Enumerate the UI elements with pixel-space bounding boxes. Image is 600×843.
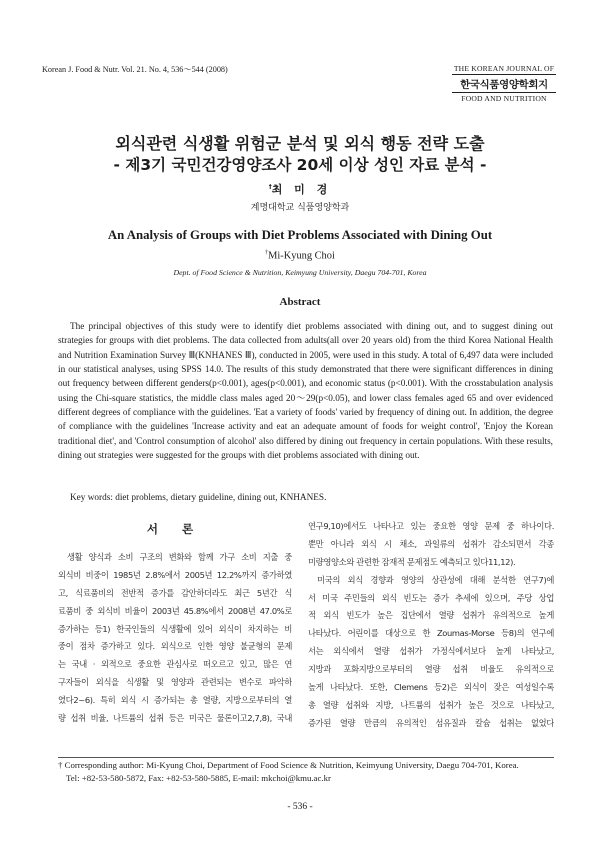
subtitle-korean: - 제3기 국민건강영양조사 20세 이상 성인 자료 분석 - bbox=[113, 156, 487, 174]
title-english: An Analysis of Groups with Diet Problems Associated with Dining Out bbox=[107, 228, 493, 242]
footnote bbox=[58, 759, 554, 785]
abstract-body: The principal objectives of this study were to identify diet problems associated with dining out, and to suggest dining out strategies for groups with diet problems. The data collected from adults(all over 20 years old) from the third Korea National Health and Nutrition Examination Survey Ⅲ(KNHANES Ⅲ), conducted in 2005, were used in this study. A total of 6,497 data were included in our statistical analyses, using SPSS 14.0. The results of this study demonstrated that there were significant differences in dining out frequency between different genders(p<0.001), ages(p<0.001), and economic status (p<0.001). With the crosstabulation analysis using the Chi-square statistics, the middle class males aged 20～29(p<0.05), and lower class females aged 65 and over evidenced different degrees of compliance with the guidelines. 'Eat a variety of foods' varied by frequency of dining out. In addition, the degree of compliance with the guidelines 'Increase activity and eat an adequate amount of foods for weight control', 'Enjoy the Korean traditional diet', and 'Control consumption of alcohol' also differed by dining out frequency in certain populations. With these results, dining out strategies were suggested for the groups with diet problems associated with dining out. bbox=[58, 322, 553, 462]
body-line: 뿐만 아니라 외식 시 채소, 과일류의 섭취가 감소되면서 각종 bbox=[308, 538, 554, 549]
body-column-right bbox=[308, 518, 554, 733]
journal-name-en-top: THE KOREAN JOURNAL OF bbox=[453, 64, 555, 73]
body-line: 총 열량 섭취와 지방, 나트륨의 섭취가 높은 것으로 나타났고, bbox=[308, 699, 554, 710]
journal-citation: Korean J. Food & Nutr. Vol. 21. No. 4, 536～544 (2008) bbox=[42, 65, 228, 74]
footnote-corresponding-author: † Corresponding author: Mi-Kyung Choi, Department of Food Science & Nutrition, Keimyung University, Daegu 704-701, Korea. bbox=[58, 760, 519, 770]
author-korean bbox=[0, 181, 600, 197]
affiliation-korean: 계명대학교 식품영양학과 bbox=[250, 203, 350, 213]
body-line: 외식비 비중이 1985년 2.8%에서 2005년 12.2%까지 증가하였 bbox=[58, 569, 292, 580]
body-line: 서는 외식에서 열량 섭취가 가정식에서보다 높게 나타났고, bbox=[308, 646, 554, 657]
body-line: 미량영양소와 관련한 잠재적 문제점도 예측되고 있다11,12). bbox=[308, 556, 516, 567]
journal-name-en-bottom: FOOD AND NUTRITION bbox=[461, 94, 547, 103]
author-english bbox=[0, 250, 600, 261]
body-line: 생활 양식과 소비 구조의 변화와 함께 가구 소비 지출 중 bbox=[67, 552, 292, 562]
page-number: - 536 - bbox=[287, 802, 313, 812]
body-line: 료품비 중 외식비 비율이 2003년 45.8%에서 2008년 47.0%로 bbox=[58, 605, 292, 616]
body-line: 미국의 외식 경향과 영양의 상관성에 대해 분석한 연구7)에 bbox=[317, 574, 554, 585]
body-line: 나타났다. 어린이를 대상으로 한 Zoumas-Morse 등8)의 연구에 bbox=[308, 628, 554, 639]
abstract-heading: Abstract bbox=[279, 296, 321, 308]
body-line: 서 미국 주민들의 외식 빈도는 증가 추세에 있으며, 주당 상업 bbox=[308, 592, 554, 603]
body-line: 량 섭취 비율, 나트륨의 섭취 등은 미국은 물론이고2,7,8), 국내 bbox=[58, 713, 292, 724]
body-line: 고, 식료품비의 전반적 증가를 감안하더라도 최근 5년간 식 bbox=[58, 587, 292, 598]
body-column-left bbox=[58, 549, 292, 728]
body-line: 지방과 포화지방으로부터의 열량 섭취 비율도 유의적으로 bbox=[308, 664, 554, 675]
body-line: 중이 점차 증가하고 있다. 외식으로 인한 영양 불균형의 문제 bbox=[58, 641, 292, 652]
affiliation-english: Dept. of Food Science & Nutrition, Keimyung University, Daegu 704-701, Korea bbox=[173, 268, 427, 277]
body-line: 증가하는 등1) 한국인들의 식생활에 있어 외식이 차지하는 비 bbox=[58, 623, 292, 634]
body-line: 였다2~6). 특히 외식 시 증가되는 총 열량, 지방으로부터의 열 bbox=[58, 695, 292, 706]
body-line: 적 외식 빈도가 높은 집단에서 열량 섭취가 유의적으로 높게 bbox=[308, 610, 554, 621]
corresponding-mark-en: † bbox=[265, 250, 269, 256]
body-line: 높게 나타났다. 또한, Clemens 등2)은 외식이 잦은 여성일수록 bbox=[308, 682, 554, 693]
author-korean-name: 최 미 경 bbox=[271, 183, 332, 196]
body-line: 구자들이 외식을 식생활 및 영양과 관련되는 변수로 파악하 bbox=[58, 677, 292, 688]
footnote-contact: Tel: +82-53-580-5872, Fax: +82-53-580-5885, E-mail: mkchoi@kmu.ac.kr bbox=[66, 773, 331, 783]
footnote-divider bbox=[58, 757, 554, 758]
section-heading-introduction: 서 론 bbox=[146, 522, 204, 536]
corresponding-mark: † bbox=[268, 183, 272, 191]
body-line: 는 국내 · 외적으로 중요한 관심사로 떠오르고 있고, 많은 연 bbox=[58, 659, 292, 670]
keywords: Key words: diet problems, dietary guideline, dining out, KNHANES. bbox=[70, 493, 327, 503]
title-korean: 외식관련 식생활 위험군 분석 및 외식 행동 전략 도출 bbox=[115, 134, 485, 153]
journal-name-ko: 한국식품영양학회지 bbox=[452, 74, 556, 93]
journal-masthead bbox=[452, 64, 556, 103]
author-english-name: Mi-Kyung Choi bbox=[268, 250, 335, 262]
body-line: 증가된 열량 만큼의 유의적인 섬유질과 칼슘 섭취는 없었다 bbox=[308, 717, 554, 728]
body-line: 연구9,10)에서도 나타나고 있는 중요한 영양 문제 중 하나이다. bbox=[308, 521, 554, 531]
